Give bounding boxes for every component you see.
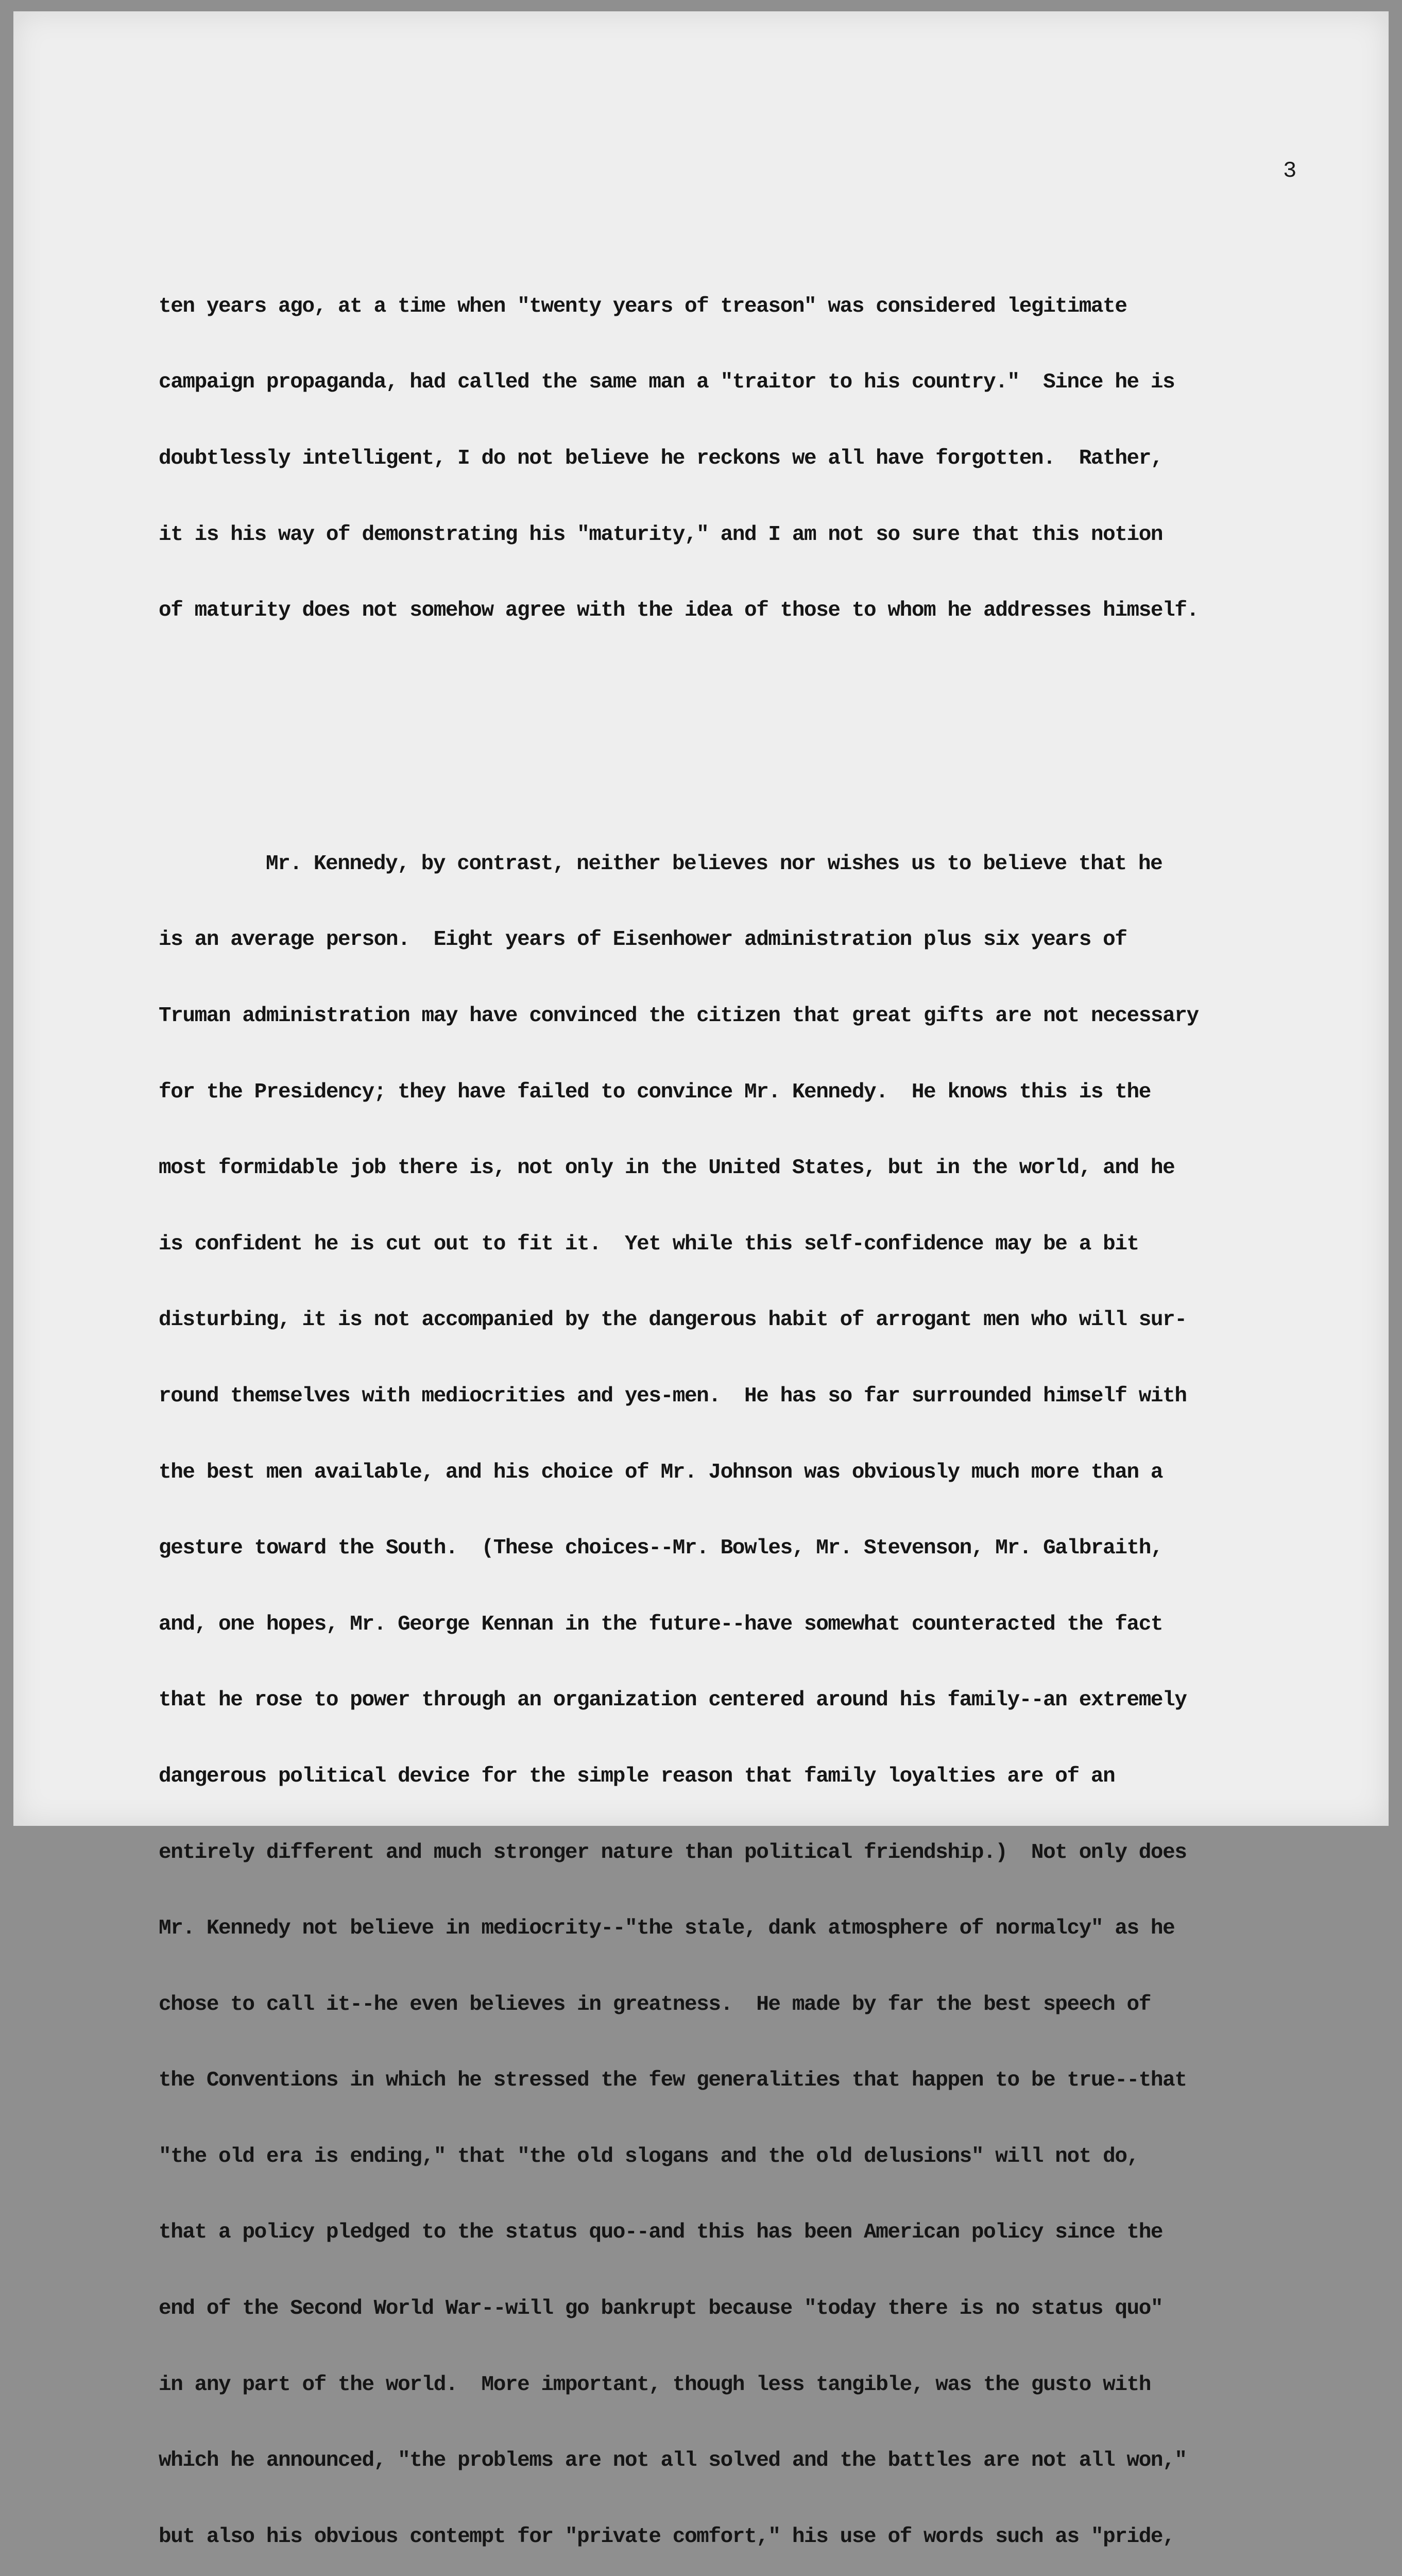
text-line: that he rose to power through an organization centered around his family--an extremely xyxy=(159,1688,1187,1713)
text-line: round themselves with mediocrities and yes-men. He has so far surrounded himself with xyxy=(159,1384,1187,1408)
text-line: the best men available, and his choice of Mr. Johnson was obviously much more than a xyxy=(159,1460,1163,1484)
text-line: of maturity does not somehow agree with the idea of those to whom he addresses himself. xyxy=(159,599,1199,623)
text-line: is confident he is cut out to fit it. Yet while this self-confidence may be a bit xyxy=(159,1232,1139,1256)
text-line: in any part of the world. More important, though less tangible, was the gusto with xyxy=(159,2372,1151,2397)
text-line: most formidable job there is, not only in the United States, but in the world, and he xyxy=(159,1156,1175,1180)
paragraph-2 xyxy=(159,801,1343,2576)
text-line: doubtlessly intelligent, I do not believe he reckons we all have forgotten. Rather, xyxy=(159,447,1163,470)
text-line: is an average person. Eight years of Eisenhower administration plus six years of xyxy=(159,928,1127,952)
text-line: gesture toward the South. (These choices--Mr. Bowles, Mr. Stevenson, Mr. Galbraith, xyxy=(159,1536,1163,1561)
document-page xyxy=(13,11,1389,2549)
text-line: Mr. Kennedy not believe in mediocrity--"the stale, dank atmosphere of normalcy" as he xyxy=(159,1917,1175,1941)
text-line: ten years ago, at a time when "twenty years of treason" was considered legitimate xyxy=(159,294,1127,318)
text-line: which he announced, "the problems are not all solved and the battles are not all won," xyxy=(159,2449,1187,2473)
text-line: dangerous political device for the simple reason that family loyalties are of an xyxy=(159,1764,1115,1788)
text-line: entirely different and much stronger nature than political friendship.) Not only does xyxy=(159,1840,1187,1865)
text-line: end of the Second World War--will go bankrupt because "today there is no status quo" xyxy=(159,2297,1163,2321)
text-line: Mr. Kennedy, by contrast, neither believes nor wishes us to believe that he xyxy=(266,852,1162,876)
text-line: campaign propaganda, had called the same man a "traitor to his country." Since he is xyxy=(159,370,1175,395)
text-line: "the old era is ending," that "the old slogans and the old delusions" will not do, xyxy=(159,2144,1139,2168)
text-line: but also his obvious contempt for "private comfort," his use of words such as "pride, xyxy=(159,2524,1175,2549)
paragraph-1 xyxy=(159,243,1343,674)
text-line: for the Presidency; they have failed to convince Mr. Kennedy. He knows this is the xyxy=(159,1080,1151,1104)
page-number: 3 xyxy=(1283,158,1297,184)
text-line: the Conventions in which he stressed the few generalities that happen to be true--that xyxy=(159,2069,1187,2093)
document-body xyxy=(159,193,1343,2576)
text-line: that a policy pledged to the status quo--and this has been American policy since the xyxy=(159,2221,1163,2245)
text-line: and, one hopes, Mr. George Kennan in the future--have somewhat counteracted the fact xyxy=(159,1612,1163,1636)
text-line: it is his way of demonstrating his "maturity," and I am not so sure that this notion xyxy=(159,522,1163,547)
text-line: chose to call it--he even believes in greatness. He made by far the best speech of xyxy=(159,1992,1151,2016)
text-line: Truman administration may have convinced the citizen that great gifts are not necessary xyxy=(159,1004,1199,1028)
text-line: disturbing, it is not accompanied by the dangerous habit of arrogant men who will sur- xyxy=(159,1308,1187,1332)
